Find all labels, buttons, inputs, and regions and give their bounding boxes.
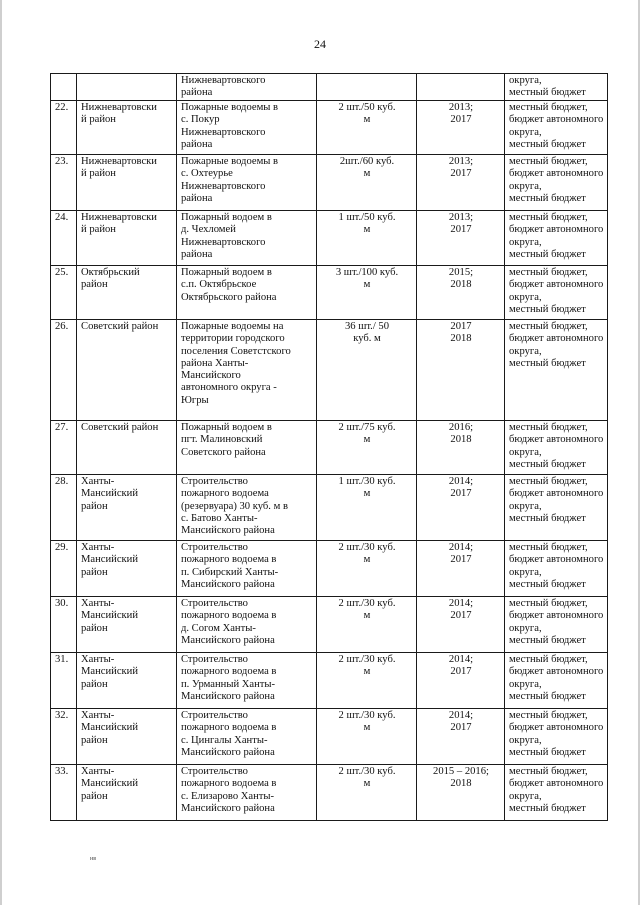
cell-text-line: местный бюджет,: [509, 654, 588, 665]
row-number-cell: [51, 653, 77, 709]
cell-text-line: Советского района: [181, 446, 266, 458]
district-cell: [77, 101, 177, 155]
cell-text-line: (резервуара) 30 куб. м в: [181, 500, 288, 512]
table-row: [51, 709, 608, 765]
cell-text-line: 28.: [55, 476, 69, 487]
cell-text-line: бюджет автономного: [509, 114, 604, 126]
cell-text-line: бюджет автономного: [509, 168, 604, 180]
cell-text-line: округа,: [509, 734, 542, 746]
cell-text-line: 2017: [450, 610, 472, 622]
cell-text-line: м: [363, 610, 371, 622]
cell-text-line: 33.: [55, 766, 69, 777]
cell-text-line: бюджет автономного: [509, 722, 604, 734]
water-reservoir-table: [50, 73, 608, 821]
cell-text-line: 36 шт./ 50: [344, 321, 390, 332]
cell-text-line: Ханты-: [81, 598, 115, 609]
cell-text-line: Мансийский: [81, 554, 139, 566]
quantity-cell: [317, 266, 417, 320]
cell-text-line: м: [363, 168, 371, 180]
cell-text-line: местный бюджет,: [509, 766, 588, 777]
cell-text-line: района: [181, 248, 213, 260]
years-cell: [417, 421, 505, 475]
cell-text-line: 27.: [55, 422, 69, 433]
cell-text-line: 2017: [450, 224, 472, 236]
row-number-cell: [51, 266, 77, 320]
object-cell: [177, 211, 317, 266]
cell-text-line: местный бюджет,: [509, 542, 588, 553]
cell-text-line: местный бюджет: [509, 303, 586, 315]
table-row: [51, 421, 608, 475]
scan-left-edge: [0, 0, 2, 905]
district-cell: [77, 597, 177, 653]
object-cell: [177, 266, 317, 320]
cell-text-line: местный бюджет: [509, 248, 586, 260]
cell-text-line: м: [363, 224, 371, 236]
cell-text-line: автономного округа -: [181, 382, 277, 394]
cell-text-line: Советский район: [81, 321, 159, 332]
row-number-cell: [51, 765, 77, 821]
row-number-cell: [51, 155, 77, 211]
cell-text-line: 2017: [450, 168, 472, 180]
table-body: [51, 74, 608, 821]
cell-text-line: 2013;: [448, 212, 474, 223]
cell-text-line: пожарного водоема в: [181, 778, 277, 790]
cell-text-line: район: [81, 566, 108, 578]
cell-text-line: 29.: [55, 542, 69, 553]
cell-text-line: бюджет автономного: [509, 488, 604, 500]
quantity-cell: [317, 421, 417, 475]
cell-text-line: местный бюджет,: [509, 598, 588, 609]
quantity-cell: [317, 709, 417, 765]
cell-text-line: й район: [81, 224, 116, 236]
row-number-cell: [51, 320, 77, 421]
years-cell: [417, 320, 505, 421]
cell-text-line: района Ханты-: [181, 357, 249, 369]
object-cell: [177, 101, 317, 155]
cell-text-line: п. Урманный Ханты-: [181, 678, 276, 690]
cell-text-line: местный бюджет: [509, 746, 586, 758]
funding-source-cell: [505, 597, 608, 653]
cell-text-line: Ханты-: [81, 710, 115, 721]
cell-text-line: местный бюджет: [509, 634, 586, 646]
cell-text-line: местный бюджет,: [509, 710, 588, 721]
district-cell: [77, 211, 177, 266]
table-row: [51, 101, 608, 155]
cell-text-line: Мансийского района: [181, 525, 275, 537]
years-cell: [417, 211, 505, 266]
row-number-cell: [51, 475, 77, 541]
cell-text-line: Мансийского: [181, 370, 241, 382]
years-cell: [417, 475, 505, 541]
cell-text-line: местный бюджет,: [509, 476, 588, 487]
cell-text-line: 2 шт./30 куб.: [338, 542, 396, 553]
quantity-cell: [317, 155, 417, 211]
cell-text-line: Ханты-: [81, 654, 115, 665]
cell-text-line: Пожарный водоем в: [181, 422, 272, 433]
quantity-cell: [317, 541, 417, 597]
cell-text-line: 2014;: [448, 476, 474, 487]
cell-text-line: Октябрьского района: [181, 291, 277, 303]
cell-text-line: местный бюджет: [509, 512, 586, 524]
funding-source-cell: [505, 320, 608, 421]
cell-text-line: местный бюджет,: [509, 267, 588, 278]
cell-text-line: бюджет автономного: [509, 778, 604, 790]
cell-text-line: й район: [81, 168, 116, 180]
quantity-cell: [317, 597, 417, 653]
cell-text-line: Строительство: [181, 654, 248, 665]
cell-text-line: 2014;: [448, 710, 474, 721]
cell-text-line: с. Елизарово Ханты-: [181, 790, 275, 802]
table-row: [51, 74, 608, 101]
cell-text-line: местный бюджет: [509, 357, 586, 369]
row-number-cell: [51, 597, 77, 653]
funding-source-cell: [505, 653, 608, 709]
cell-text-line: местный бюджет: [509, 138, 586, 150]
cell-text-line: 31.: [55, 654, 69, 665]
cell-text-line: 3 шт./100 куб.: [335, 267, 399, 278]
cell-text-line: м: [363, 114, 371, 126]
district-cell: [77, 541, 177, 597]
cell-text-line: м: [363, 434, 371, 446]
cell-text-line: местный бюджет,: [509, 102, 588, 113]
cell-text-line: Нижневартовского: [181, 180, 266, 192]
cell-text-line: Мансийского района: [181, 578, 275, 590]
quantity-cell: [317, 101, 417, 155]
cell-text-line: 2014;: [448, 598, 474, 609]
cell-text-line: с. Цингалы Ханты-: [181, 734, 268, 746]
funding-source-cell: [505, 765, 608, 821]
cell-text-line: 2 шт./30 куб.: [338, 598, 396, 609]
district-cell: [77, 421, 177, 475]
cell-text-line: 2 шт./50 куб.: [338, 102, 396, 113]
quantity-cell: [317, 475, 417, 541]
cell-text-line: район: [81, 500, 108, 512]
cell-text-line: 25.: [55, 267, 69, 278]
quantity-cell: [317, 320, 417, 421]
cell-text-line: район: [81, 734, 108, 746]
cell-text-line: округа,: [509, 291, 542, 303]
cell-text-line: Ханты-: [81, 476, 115, 487]
cell-text-line: местный бюджет: [509, 458, 586, 470]
funding-source-cell: [505, 211, 608, 266]
cell-text-line: Строительство: [181, 542, 248, 553]
cell-text-line: Мансийского района: [181, 634, 275, 646]
cell-text-line: Мансийский: [81, 610, 139, 622]
cell-text-line: 2017: [450, 114, 472, 126]
row-number-cell: [51, 211, 77, 266]
row-number-cell: [51, 421, 77, 475]
cell-text-line: Пожарные водоемы в: [181, 102, 279, 113]
cell-text-line: 2014;: [448, 654, 474, 665]
cell-text-line: бюджет автономного: [509, 224, 604, 236]
row-number-cell: [51, 101, 77, 155]
cell-text-line: 2 шт./30 куб.: [338, 710, 396, 721]
object-cell: [177, 765, 317, 821]
funding-source-cell: [505, 101, 608, 155]
cell-text-line: округа,: [509, 790, 542, 802]
cell-text-line: Строительство: [181, 766, 248, 777]
cell-text-line: местный бюджет: [509, 578, 586, 590]
object-cell: [177, 421, 317, 475]
cell-text-line: пожарного водоема в: [181, 722, 277, 734]
cell-text-line: 2015;: [448, 267, 474, 278]
funding-source-cell: [505, 421, 608, 475]
cell-text-line: куб. м: [353, 333, 381, 345]
cell-text-line: 2013;: [448, 102, 474, 113]
table-row: [51, 155, 608, 211]
cell-text-line: 26.: [55, 321, 69, 332]
cell-text-line: местный бюджет: [509, 690, 586, 702]
funding-source-cell: [505, 266, 608, 320]
years-cell: [417, 653, 505, 709]
cell-text-line: местный бюджет: [509, 87, 586, 99]
cell-text-line: 24.: [55, 212, 69, 223]
cell-text-line: Югры: [181, 394, 209, 406]
cell-text-line: Нижневартовского: [181, 126, 266, 138]
cell-text-line: 2шт./60 куб.: [339, 156, 395, 167]
cell-text-line: 32.: [55, 710, 69, 721]
years-cell: [417, 101, 505, 155]
cell-text-line: Мансийского района: [181, 746, 275, 758]
cell-text-line: Нижневартовски: [81, 212, 157, 223]
cell-text-line: Ханты-: [81, 542, 115, 553]
cell-text-line: 2 шт./30 куб.: [338, 766, 396, 777]
cell-text-line: с. Охтеурье: [181, 168, 233, 180]
funding-source-cell: [505, 541, 608, 597]
row-number-cell: [51, 709, 77, 765]
cell-text-line: 23.: [55, 156, 69, 167]
years-cell: [417, 155, 505, 211]
district-cell: [77, 653, 177, 709]
cell-text-line: местный бюджет: [509, 802, 586, 814]
district-cell: [77, 155, 177, 211]
cell-text-line: 2017: [450, 666, 472, 678]
cell-text-line: пожарного водоема в: [181, 610, 277, 622]
cell-text-line: м: [363, 722, 371, 734]
cell-text-line: местный бюджет,: [509, 212, 588, 223]
cell-text-line: бюджет автономного: [509, 610, 604, 622]
years-cell: [417, 597, 505, 653]
cell-text-line: округа,: [509, 75, 542, 86]
cell-text-line: п. Сибирский Ханты-: [181, 566, 279, 578]
cell-text-line: Мансийский: [81, 666, 139, 678]
object-cell: [177, 320, 317, 421]
object-cell: [177, 653, 317, 709]
cell-text-line: м: [363, 488, 371, 500]
cell-text-line: Нижневартовского: [181, 236, 266, 248]
cell-text-line: Нижневартовски: [81, 156, 157, 167]
cell-text-line: местный бюджет,: [509, 321, 588, 332]
cell-text-line: округа,: [509, 180, 542, 192]
cell-text-line: местный бюджет,: [509, 422, 588, 433]
quantity-cell: [317, 765, 417, 821]
cell-text-line: бюджет автономного: [509, 333, 604, 345]
cell-text-line: м: [363, 279, 371, 291]
cell-text-line: округа,: [509, 500, 542, 512]
years-cell: [417, 709, 505, 765]
cell-text-line: бюджет автономного: [509, 434, 604, 446]
object-cell: [177, 475, 317, 541]
district-cell: [77, 475, 177, 541]
years-cell: [417, 765, 505, 821]
years-cell: [417, 74, 505, 101]
table-row: [51, 541, 608, 597]
cell-text-line: Советский район: [81, 422, 159, 433]
cell-text-line: 2013;: [448, 156, 474, 167]
cell-text-line: бюджет автономного: [509, 666, 604, 678]
cell-text-line: округа,: [509, 126, 542, 138]
cell-text-line: с. Батово Ханты-: [181, 512, 258, 524]
cell-text-line: 30.: [55, 598, 69, 609]
quantity-cell: [317, 211, 417, 266]
cell-text-line: 2018: [450, 333, 472, 345]
cell-text-line: 2018: [450, 279, 472, 291]
cell-text-line: 1 шт./30 куб.: [338, 476, 396, 487]
cell-text-line: 2017: [450, 321, 472, 332]
cell-text-line: Нижневартовски: [81, 102, 157, 113]
funding-source-cell: [505, 155, 608, 211]
cell-text-line: Строительство: [181, 710, 248, 721]
cell-text-line: 2 шт./75 куб.: [338, 422, 396, 433]
cell-text-line: с. Покур: [181, 114, 220, 126]
cell-text-line: округа,: [509, 446, 542, 458]
district-cell: [77, 709, 177, 765]
cell-text-line: Пожарные водоемы в: [181, 156, 279, 167]
cell-text-line: округа,: [509, 678, 542, 690]
cell-text-line: й район: [81, 114, 116, 126]
funding-source-cell: [505, 475, 608, 541]
cell-text-line: округа,: [509, 345, 542, 357]
object-cell: [177, 597, 317, 653]
page-number: 24: [314, 37, 326, 51]
table-row: [51, 320, 608, 421]
quantity-cell: [317, 74, 417, 101]
cell-text-line: бюджет автономного: [509, 279, 604, 291]
cell-text-line: поселения Советстского: [181, 345, 291, 357]
cell-text-line: бюджет автономного: [509, 554, 604, 566]
table-row: [51, 211, 608, 266]
cell-text-line: 22.: [55, 102, 69, 113]
row-number-cell: [51, 541, 77, 597]
cell-text-line: 2015 – 2016;: [433, 766, 489, 777]
cell-text-line: Октябрьский: [81, 267, 140, 278]
cell-text-line: Мансийский: [81, 722, 139, 734]
table-row: [51, 475, 608, 541]
cell-text-line: местный бюджет: [509, 192, 586, 204]
cell-text-line: 2017: [450, 488, 472, 500]
cell-text-line: 2018: [450, 778, 472, 790]
object-cell: [177, 74, 317, 101]
cell-text-line: с.п. Октябрьское: [181, 279, 257, 291]
funding-source-cell: [505, 74, 608, 101]
cell-text-line: 2018: [450, 434, 472, 446]
cell-text-line: территории городского: [181, 333, 285, 345]
row-number-cell: [51, 74, 77, 101]
cell-text-line: округа,: [509, 566, 542, 578]
district-cell: [77, 266, 177, 320]
district-cell: [77, 765, 177, 821]
cell-text-line: Строительство: [181, 598, 248, 609]
funding-source-cell: [505, 709, 608, 765]
cell-text-line: Мансийского района: [181, 802, 275, 814]
district-cell: [77, 320, 177, 421]
footer-mark: нв: [90, 856, 97, 862]
cell-text-line: м: [363, 554, 371, 566]
table-row: [51, 653, 608, 709]
cell-text-line: м: [363, 666, 371, 678]
cell-text-line: 2016;: [448, 422, 474, 433]
cell-text-line: 2017: [450, 554, 472, 566]
cell-text-line: Строительство: [181, 476, 248, 487]
cell-text-line: район: [81, 790, 108, 802]
cell-text-line: район: [81, 622, 108, 634]
cell-text-line: пгт. Малиновский: [181, 434, 263, 446]
object-cell: [177, 541, 317, 597]
cell-text-line: пожарного водоема в: [181, 554, 277, 566]
table-row: [51, 765, 608, 821]
cell-text-line: местный бюджет,: [509, 156, 588, 167]
cell-text-line: 1 шт./50 куб.: [338, 212, 396, 223]
quantity-cell: [317, 653, 417, 709]
years-cell: [417, 266, 505, 320]
cell-text-line: округа,: [509, 622, 542, 634]
cell-text-line: м: [363, 778, 371, 790]
cell-text-line: район: [81, 279, 108, 291]
cell-text-line: д. Чехломей: [181, 224, 236, 236]
cell-text-line: Мансийского района: [181, 690, 275, 702]
cell-text-line: пожарного водоема: [181, 488, 269, 500]
cell-text-line: Мансийский: [81, 488, 139, 500]
cell-text-line: района: [181, 87, 213, 99]
cell-text-line: д. Согом Ханты-: [181, 622, 256, 634]
table-row: [51, 597, 608, 653]
district-cell: [77, 74, 177, 101]
cell-text-line: Ханты-: [81, 766, 115, 777]
cell-text-line: 2017: [450, 722, 472, 734]
cell-text-line: Пожарный водоем в: [181, 212, 272, 223]
cell-text-line: Нижневартовского: [181, 75, 266, 86]
cell-text-line: округа,: [509, 236, 542, 248]
cell-text-line: района: [181, 138, 213, 150]
cell-text-line: Пожарные водоемы на: [181, 321, 284, 332]
cell-text-line: пожарного водоема в: [181, 666, 277, 678]
object-cell: [177, 709, 317, 765]
cell-text-line: района: [181, 192, 213, 204]
cell-text-line: район: [81, 678, 108, 690]
cell-text-line: 2014;: [448, 542, 474, 553]
object-cell: [177, 155, 317, 211]
years-cell: [417, 541, 505, 597]
cell-text-line: Мансийский: [81, 778, 139, 790]
cell-text-line: 2 шт./30 куб.: [338, 654, 396, 665]
cell-text-line: Пожарный водоем в: [181, 267, 272, 278]
table-row: [51, 266, 608, 320]
